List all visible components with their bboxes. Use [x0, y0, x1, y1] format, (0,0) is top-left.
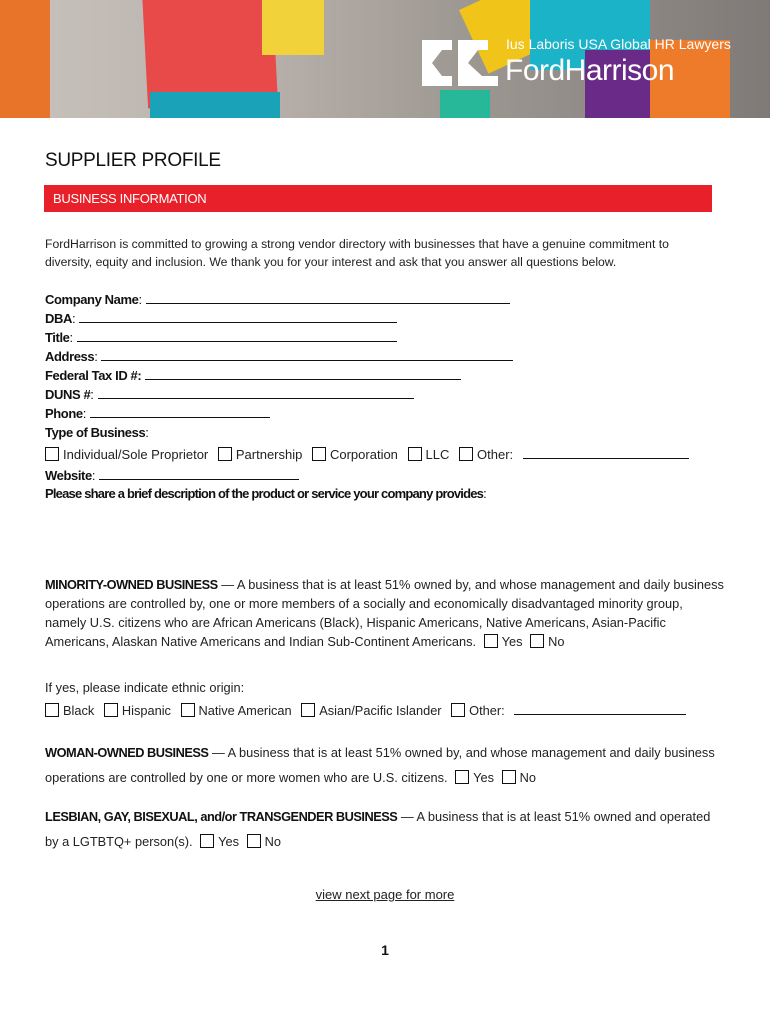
- lgbt-heading: LESBIAN, GAY, BISEXUAL, and/or TRANSGENDER BUSINESS: [45, 809, 398, 824]
- lgbt-text: — A business that is at least 51% owned and operated by a LGTBTQ+ person(s).: [45, 809, 711, 849]
- woman-heading: WOMAN-OWNED BUSINESS: [45, 745, 209, 760]
- website-label: Website: [45, 468, 92, 483]
- sole-proprietor-label: Individual/Sole Proprietor: [63, 447, 209, 462]
- lgbt-no-checkbox[interactable]: [247, 834, 261, 848]
- website-line[interactable]: [99, 467, 299, 480]
- lgbt-yes-checkbox[interactable]: [200, 834, 214, 848]
- ethnic-origin-options: [45, 701, 725, 720]
- company-name-label: Company Name: [45, 292, 139, 307]
- woman-no-checkbox[interactable]: [502, 770, 516, 784]
- description-prompt-text: Please share a brief description of the product or service your company provides: [45, 486, 484, 501]
- corporation-checkbox[interactable]: [312, 447, 326, 461]
- intro-text: FordHarrison is committed to growing a strong vendor directory with businesses that have a genuine commitment to diversity, equity and inclusion. We thank you for your interest and ask that you answer all questions below.: [45, 237, 669, 269]
- type-of-business-label: Type of Business: [45, 425, 146, 440]
- business-fields: [45, 290, 725, 442]
- title-label: Title: [45, 330, 70, 345]
- dba-line[interactable]: [79, 310, 397, 323]
- other-type-checkbox[interactable]: [459, 447, 473, 461]
- phone-label: Phone: [45, 406, 83, 421]
- header-banner: [0, 0, 770, 118]
- partnership-label: Partnership: [235, 447, 303, 462]
- woman-yes-checkbox[interactable]: [455, 770, 469, 784]
- business-type-options: [45, 446, 689, 462]
- address-label: Address: [45, 349, 95, 364]
- title-line[interactable]: [77, 329, 397, 342]
- black-checkbox[interactable]: [45, 703, 59, 717]
- partnership-checkbox[interactable]: [218, 447, 232, 461]
- yellow-block: [262, 0, 324, 55]
- website-field[interactable]: Website:: [45, 467, 299, 483]
- other-type-label: Other:: [477, 447, 514, 462]
- company-name-line[interactable]: [146, 291, 510, 304]
- duns-label: DUNS #: [45, 387, 91, 402]
- phone-line[interactable]: [90, 405, 270, 418]
- dba-field[interactable]: DBA:: [45, 309, 725, 328]
- tagline: Ius Laboris USA Global HR Lawyers: [506, 36, 731, 52]
- minority-no-label: No: [548, 634, 565, 649]
- title-field[interactable]: Title:: [45, 328, 725, 347]
- hispanic-label: Hispanic: [121, 703, 171, 718]
- sole-proprietor-checkbox[interactable]: [45, 447, 59, 461]
- woman-yes-label: Yes: [473, 770, 495, 785]
- asian-pacific-checkbox[interactable]: [301, 703, 315, 717]
- next-page-link[interactable]: view next page for more: [315, 887, 455, 902]
- minority-heading: MINORITY-OWNED BUSINESS: [45, 577, 218, 592]
- other-ethnic-line[interactable]: [514, 702, 686, 715]
- lgbt-owned-section: [45, 804, 725, 854]
- native-american-label: Native American: [198, 703, 292, 718]
- section-title: BUSINESS INFORMATION: [53, 191, 207, 206]
- dba-label: DBA: [45, 311, 72, 326]
- ethnic-origin-prompt: If yes, please indicate ethnic origin:: [45, 680, 245, 695]
- section-header: [44, 185, 712, 212]
- woman-no-label: No: [519, 770, 536, 785]
- llc-checkbox[interactable]: [408, 447, 422, 461]
- page-title: SUPPLIER PROFILE: [45, 150, 221, 171]
- other-ethnic-label: Other:: [469, 703, 505, 718]
- tax-id-label: Federal Tax ID #:: [45, 368, 142, 383]
- corporation-label: Corporation: [329, 447, 398, 462]
- tax-id-field[interactable]: [45, 366, 725, 385]
- woman-owned-section: [45, 740, 725, 790]
- duns-field[interactable]: DUNS #:: [45, 385, 725, 404]
- lgbt-no-label: No: [264, 834, 281, 849]
- address-field[interactable]: Address:: [45, 347, 725, 366]
- phone-field[interactable]: Phone:: [45, 404, 725, 423]
- address-line[interactable]: [101, 348, 513, 361]
- teal-block: [150, 92, 280, 118]
- tax-id-line[interactable]: [145, 367, 461, 380]
- llc-label: LLC: [425, 447, 450, 462]
- woman-text: — A business that is at least 51% owned by, and whose management and daily business operations are controlled by one or more women who are U.S. citizens.: [45, 745, 715, 785]
- lgbt-yes-label: Yes: [218, 834, 240, 849]
- minority-yes-label: Yes: [501, 634, 523, 649]
- minority-yes-checkbox[interactable]: [484, 634, 498, 648]
- green-block: [440, 90, 490, 118]
- fordharrison-logo-icon: [422, 40, 498, 86]
- minority-owned-section: [45, 575, 725, 651]
- page-number: 1: [381, 942, 389, 958]
- native-american-checkbox[interactable]: [181, 703, 195, 717]
- asian-pacific-label: Asian/Pacific Islander: [319, 703, 442, 718]
- duns-line[interactable]: [98, 386, 414, 399]
- minority-no-checkbox[interactable]: [530, 634, 544, 648]
- minority-text: — A business that is at least 51% owned by, and whose management and daily business operations are controlled by, one or more members of a socially and economically disadvantaged minority group, namely U.S. citizens who are African Americans (Black), Hispanic Americans, Native Americans, Asian-Pacific Americans, Alaskan Native Americans and Indian Sub-Continent Americans.: [45, 577, 724, 649]
- type-of-business-row: Type of Business:: [45, 425, 149, 440]
- hispanic-checkbox[interactable]: [104, 703, 118, 717]
- black-label: Black: [63, 703, 95, 718]
- other-ethnic-checkbox[interactable]: [451, 703, 465, 717]
- orange-block-left: [0, 0, 50, 118]
- brand-name: FordHarrison: [505, 54, 675, 87]
- other-type-line[interactable]: [523, 446, 689, 459]
- description-prompt: Please share a brief description of the product or service your company provides:: [45, 486, 486, 501]
- company-name-field[interactable]: Company Name:: [45, 290, 725, 309]
